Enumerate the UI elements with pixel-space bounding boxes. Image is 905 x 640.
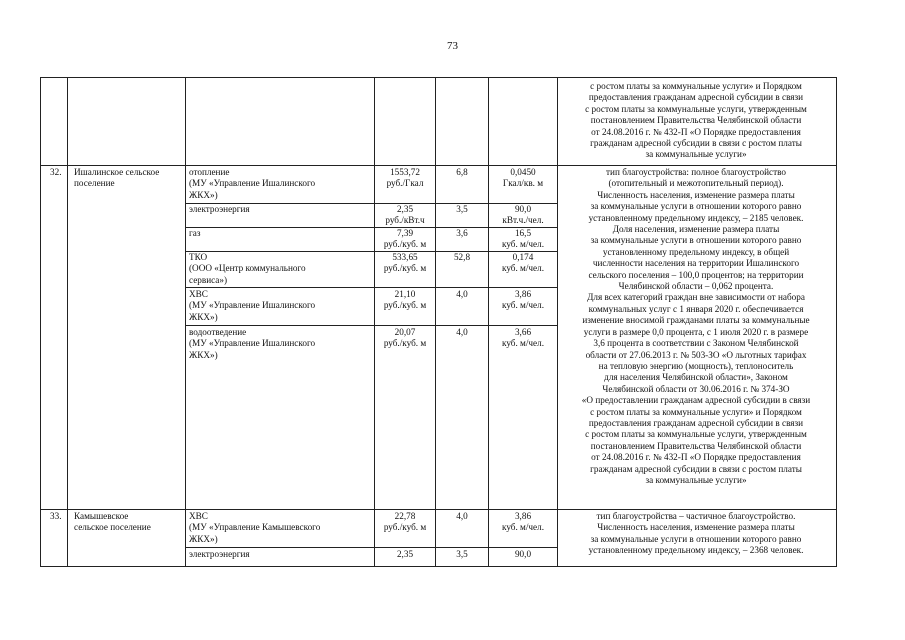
- service-separator: [185, 547, 557, 548]
- tariff-cell: 533,65 руб./куб. м: [383, 252, 427, 274]
- grid-line: [40, 77, 837, 78]
- tariff-cell: 2,35 руб./кВт.ч: [385, 204, 425, 226]
- percent-cell: 6,8: [456, 167, 468, 177]
- grid-line: [488, 77, 489, 567]
- norm-cell: 16,5 куб. м/чел.: [501, 228, 545, 250]
- grid-line: [836, 77, 837, 567]
- norm-cell: 3,86 куб. м/чел.: [501, 289, 545, 311]
- row32-description: тип благоустройства: полное благоустройство (отопительный и межотопительный период). Численность населения, изменение размера платы за коммунальные услуги в отношении которого равно установленному предельному индексу, – 2185 человек. Доля населения, изменение размера платы за коммунальные услуги в отношении которого равно установленному предельному индексу, в общей численности населения на территории Ишалинского сельского поселения – 100,0 процентов; на территории Челябинской области – 0,062 процента. Для всех категорий граждан вне зависимости от набора коммунальных услуг с 1 января 2020 г. обеспечивается изменение вносимой гражданами платы за коммунальные услуги в размере 0,0 процента, с 1 июля 2020 г. в размере 3,6 процента в соответствии с Законом Челябинской области от 27.06.2013 г. № 503-ЗО «О льготных тарифах на тепловую энергию (мощность), теплоноситель для населения Челябинской области», Законом Челябинской области от 30.06.2016 г. № 374-ЗО «О предоставлении гражданам адресной субсидии в связи с ростом платы за коммунальные услуги» и Порядком предоставления гражданам адресной субсидии в связи с ростом платы за коммунальные услуги, утвержденным постановлением Правительства Челябинской области от 24.08.2016 г. № 432-П «О Порядке предоставления гражданам адресной субсидии в связи с ростом платы за коммунальные услуги»: [581, 167, 811, 485]
- service-name: отопление (МУ «Управление Ишалинского ЖКХ»): [189, 167, 316, 200]
- service-name: ХВС (МУ «Управление Камышевского ЖКХ»): [189, 511, 321, 544]
- row-separator: [40, 165, 837, 166]
- service-separator: [185, 325, 557, 326]
- service-separator: [185, 287, 557, 288]
- norm-cell: 90,0 кВт.ч./чел.: [502, 204, 544, 226]
- service-name: водоотведение (МУ «Управление Ишалинского ЖКХ»): [189, 327, 316, 360]
- row-number: 32.: [50, 167, 62, 177]
- norm-cell: 0,0450 Гкал/кв. м: [502, 167, 544, 189]
- percent-cell: 3,6: [456, 228, 468, 238]
- grid-line: [67, 77, 68, 567]
- percent-cell: 52,8: [453, 252, 471, 262]
- service-name: ТКО (ООО «Центр коммунального сервиса»): [189, 252, 306, 285]
- settlement-name: Камышевское сельское поселение: [74, 511, 151, 533]
- percent-cell: 3,5: [456, 204, 468, 214]
- grid-line: [40, 77, 41, 567]
- settlement-name: Ишалинское сельское поселение: [74, 167, 160, 189]
- tariff-cell: 7,39 руб./куб. м: [383, 228, 427, 250]
- norm-cell: 3,66 куб. м/чел.: [501, 327, 545, 349]
- service-name: ХВС (МУ «Управление Ишалинского ЖКХ»): [189, 289, 316, 322]
- grid-line: [40, 566, 837, 567]
- tariff-cell: 1553,72 руб./Гкал: [386, 167, 424, 189]
- service-name: электроэнергия: [189, 549, 250, 559]
- service-name: электроэнергия: [189, 204, 250, 214]
- tariff-cell: 21,10 руб./куб. м: [383, 289, 427, 311]
- grid-line: [435, 77, 436, 567]
- tariff-cell: 20,07 руб./куб. м: [383, 327, 427, 349]
- row-separator: [40, 509, 837, 510]
- grid-line: [185, 77, 186, 567]
- percent-cell: 4,0: [456, 327, 468, 337]
- page-number: 73: [447, 40, 458, 52]
- grid-line: [557, 77, 558, 567]
- grid-line: [374, 77, 375, 567]
- service-name: газ: [189, 228, 201, 238]
- tariff-cell: 2,35: [396, 549, 414, 559]
- percent-cell: 3,5: [456, 549, 468, 559]
- row-number: 33.: [50, 511, 62, 521]
- norm-cell: 3,86 куб. м/чел.: [501, 511, 545, 533]
- percent-cell: 4,0: [456, 511, 468, 521]
- norm-cell: 0,174 куб. м/чел.: [501, 252, 545, 274]
- percent-cell: 4,0: [456, 289, 468, 299]
- norm-cell: 90,0: [514, 549, 532, 559]
- row33-description: тип благоустройства – частичное благоустройство. Численность населения, изменение размера платы за коммунальные услуги в отношении которого равно установленному предельному индексу, – 2368 человек.: [588, 511, 804, 556]
- top-continuation-text: с ростом платы за коммунальные услуги» и Порядком предоставления гражданам адресной субсидии в связи с ростом платы за коммунальные услуги, утвержденным постановлением Правительства Челябинской области от 24.08.2016 г. № 432-П «О Порядке предоставления гражданам адресной субсидии в связи с ростом платы за коммунальные услуги»: [585, 81, 807, 160]
- tariff-cell: 22,78 руб./куб. м: [383, 511, 427, 533]
